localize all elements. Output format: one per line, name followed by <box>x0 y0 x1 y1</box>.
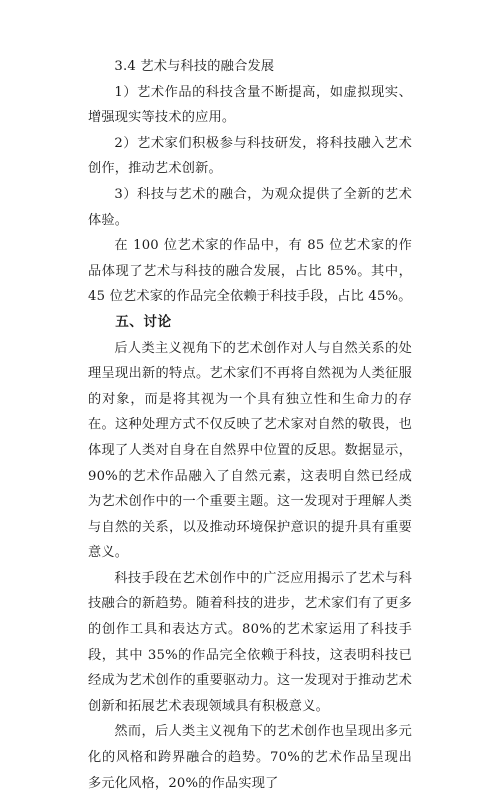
list-item-3: 3）科技与艺术的融合，为观众提供了全新的艺术体验。 <box>88 186 412 228</box>
stats-paragraph: 在 100 位艺术家的作品中，有 85 位艺术家的作品体现了艺术与科技的融合发展，占比 85%。其中，45 位艺术家的作品完全依赖于科技手段，占比 45%。 <box>88 238 412 305</box>
discussion-paragraph-1: 后人类主义视角下的艺术创作对人与自然关系的处理呈现出新的特点。艺术家们不再将自然视为人类征服的对象，而是将其视为一个具有独立性和生命力的存在。这种处理方式不仅反映了艺术家对自然的敬畏，也体现了人类对自身在自然界中位置的反思。数据显示，90%的艺术作品融入了自然元素，这表明自然已经成为艺术创作中的一个重要主题。这一发现对于理解人类与自然的关系，以及推动环境保护意识的提升具有重要意义。 <box>88 340 412 561</box>
discussion-paragraph-2: 科技手段在艺术创作中的广泛应用揭示了艺术与科技融合的新趋势。随着科技的进步，艺术家们有了更多的创作工具和表达方式。80%的艺术家运用了科技手段，其中 35%的作品完全依赖于科技，这表明科技已经成为艺术创作的重要驱动力。这一发现对于推动艺术创新和拓展艺术表现领域具有积极意义。 <box>88 570 412 714</box>
section-5-heading: 五、讨论 <box>115 313 172 330</box>
list-item-2: 2）艺术家们积极参与科技研发，将科技融入艺术创作，推动艺术创新。 <box>88 135 412 177</box>
section-3-4-title: 3.4 艺术与科技的融合发展 <box>114 59 275 74</box>
discussion-paragraph-3: 然而，后人类主义视角下的艺术创作也呈现出多元化的风格和跨界融合的趋势。70%的艺术作品呈现出多元化风格，20%的作品实现了 <box>88 724 412 791</box>
list-item-1: 1）艺术作品的科技含量不断提高，如虚拟现实、增强现实等技术的应用。 <box>88 84 412 126</box>
